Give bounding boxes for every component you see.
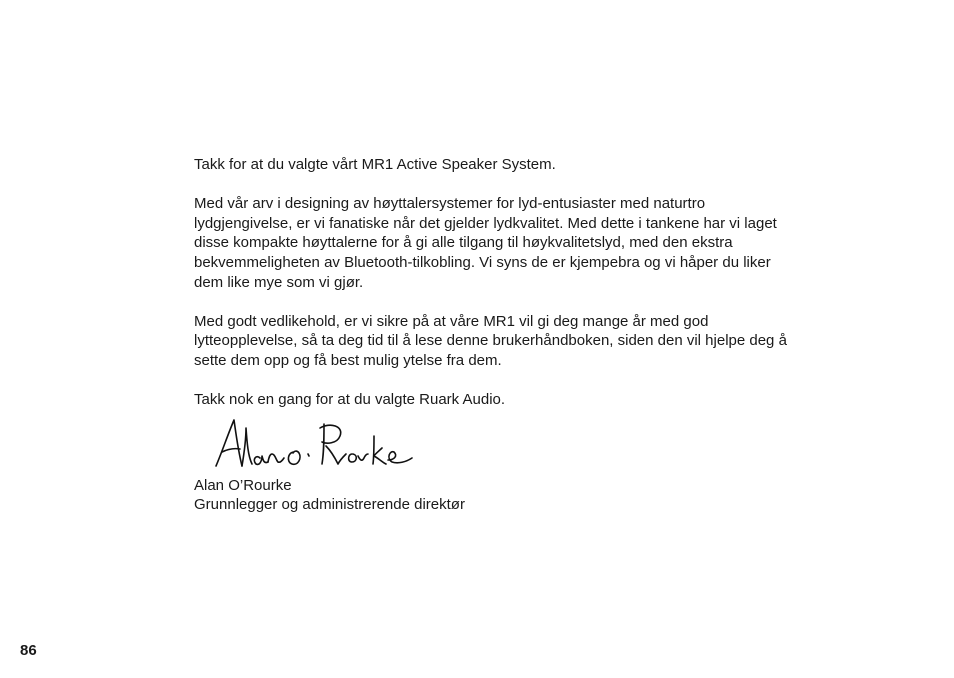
letter-body bbox=[194, 155, 804, 515]
page-number: 86 bbox=[20, 642, 37, 659]
heritage-paragraph: Med vår arv i designing av høyttalersystemer for lyd-entusiaster med naturtro lydgjengivelse, er vi fanatiske når det gjelder lydkvalitet. Med dette i tankene har vi laget disse kompakte høyttalerne for å gi alle tilgang til høykvalitetslyd, med den ekstra bekvemmeligheten av Bluetooth-tilkobling. Vi syns de er kjempebra og vi håper du liker dem like mye som vi gjør. bbox=[194, 195, 777, 291]
greeting-text: Takk for at du valgte vårt MR1 Active Speaker System. bbox=[194, 156, 556, 173]
care-paragraph: Med godt vedlikehold, er vi sikre på at våre MR1 vil gi deg mange år med god lytteopplevelse, så ta deg tid til å lese denne brukerhåndboken, siden den vil hjelpe deg å sette dem opp og få best mulig ytelse fra dem. bbox=[194, 312, 787, 369]
signatory-name: Alan O’Rourke bbox=[194, 476, 292, 494]
signature-icon bbox=[212, 416, 432, 474]
closing-text: Takk nok en gang for at du valgte Ruark Audio. bbox=[194, 391, 506, 409]
signatory-title: Grunnlegger og administrerende direktør bbox=[194, 496, 465, 514]
